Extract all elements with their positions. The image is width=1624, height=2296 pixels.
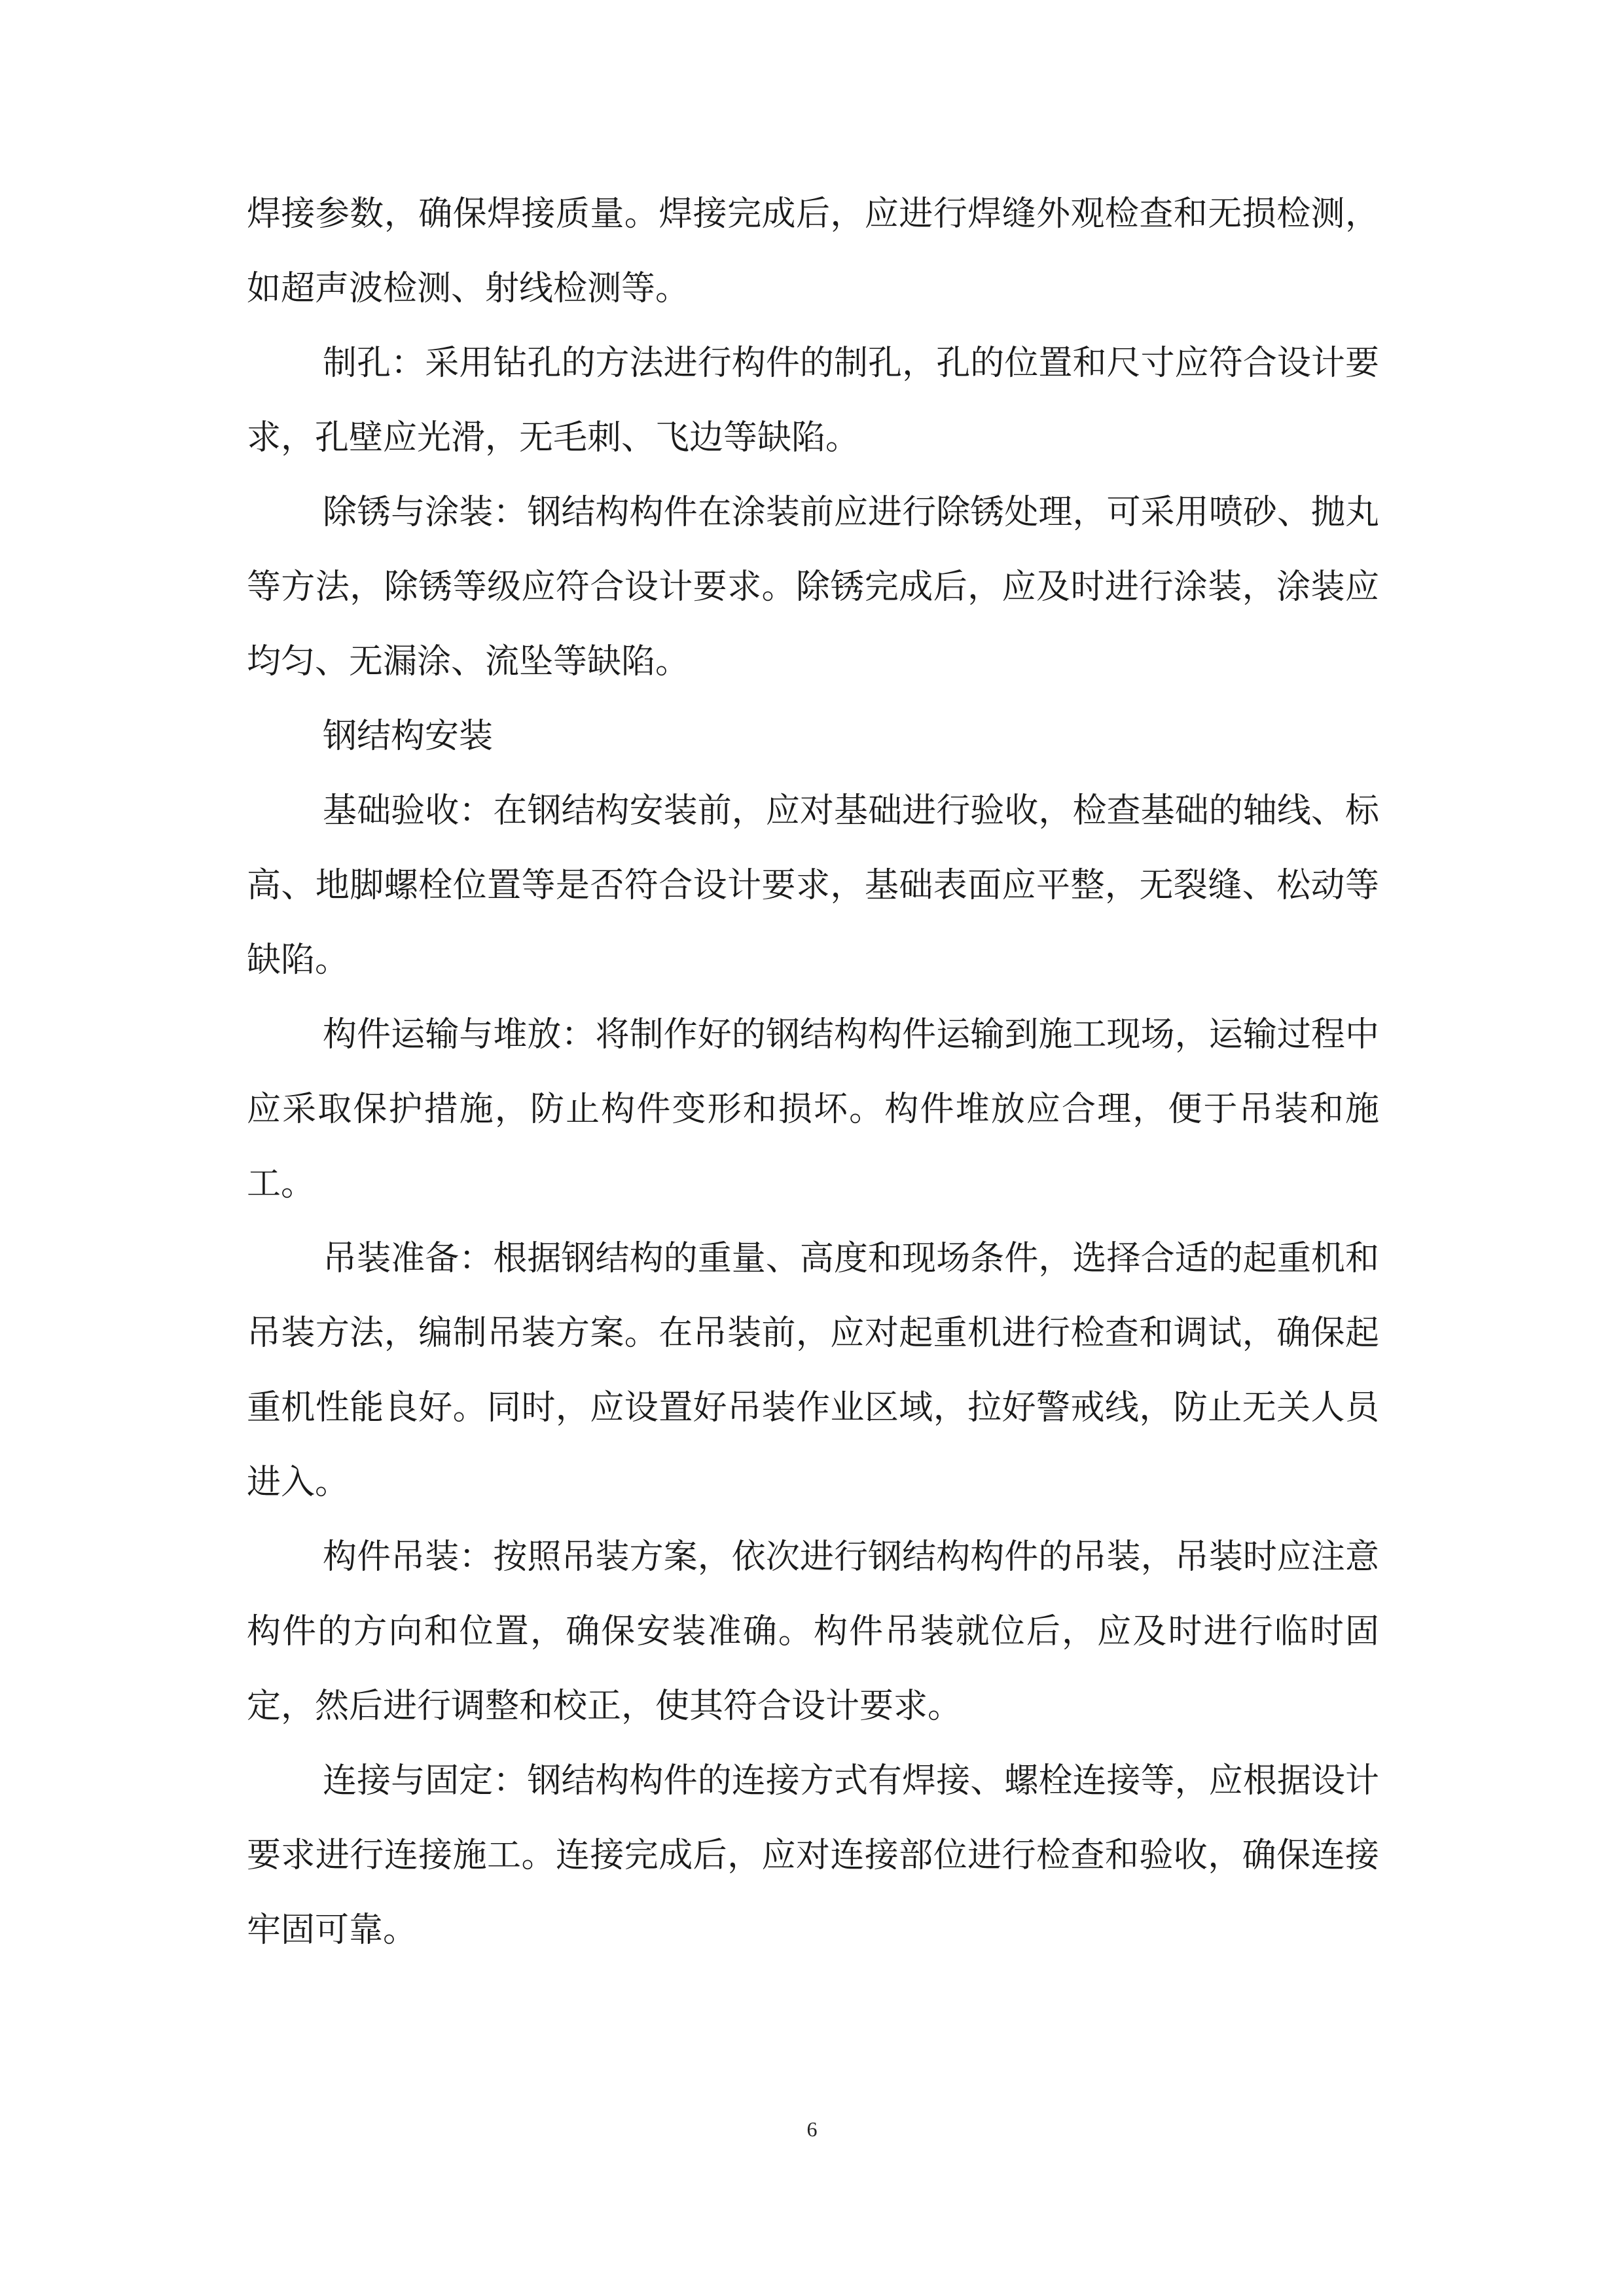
paragraph-foundation-acceptance: 基础验收：在钢结构安装前，应对基础进行验收，检查基础的轴线、标高、地脚螺栓位置等是否符合设计要求，基础表面应平整，无裂缝、松动等缺陷。	[247, 791, 1379, 980]
section-heading-steel-installation: 钢结构安装	[323, 717, 494, 756]
paragraph-welding-continuation: 焊接参数，确保焊接质量。焊接完成后，应进行焊缝外观检查和无损检测，如超声波检测、射线检测等。	[247, 194, 1379, 308]
paragraph-component-lifting: 构件吊装：按照吊装方案，依次进行钢结构构件的吊装，吊装时应注意构件的方向和位置，确保安装准确。构件吊装就位后，应及时进行临时固定，然后进行调整和校正，使其符合设计要求。	[247, 1537, 1379, 1726]
document-body	[247, 177, 1379, 1967]
paragraph-connection-fixing: 连接与固定：钢结构构件的连接方式有焊接、螺栓连接等，应根据设计要求进行连接施工。连接完成后，应对连接部位进行检查和验收，确保连接牢固可靠。	[247, 1761, 1379, 1950]
paragraph-transport-stacking: 构件运输与堆放：将制作好的钢结构构件运输到施工现场，运输过程中应采取保护措施，防止构件变形和损坏。构件堆放应合理，便于吊装和施工。	[247, 1015, 1379, 1204]
paragraph-lifting-preparation: 吊装准备：根据钢结构的重量、高度和现场条件，选择合适的起重机和吊装方法，编制吊装方案。在吊装前，应对起重机进行检查和调试，确保起重机性能良好。同时，应设置好吊装作业区域，拉好警戒线，防止无关人员进入。	[247, 1239, 1379, 1502]
page-number: 6	[806, 2117, 818, 2141]
paragraph-drilling: 制孔：采用钻孔的方法进行构件的制孔，孔的位置和尺寸应符合设计要求，孔壁应光滑，无毛刺、飞边等缺陷。	[247, 344, 1379, 457]
paragraph-rust-removal-coating: 除锈与涂装：钢结构构件在涂装前应进行除锈处理，可采用喷砂、抛丸等方法，除锈等级应符合设计要求。除锈完成后，应及时进行涂装，涂装应均匀、无漏涂、流坠等缺陷。	[247, 493, 1379, 681]
